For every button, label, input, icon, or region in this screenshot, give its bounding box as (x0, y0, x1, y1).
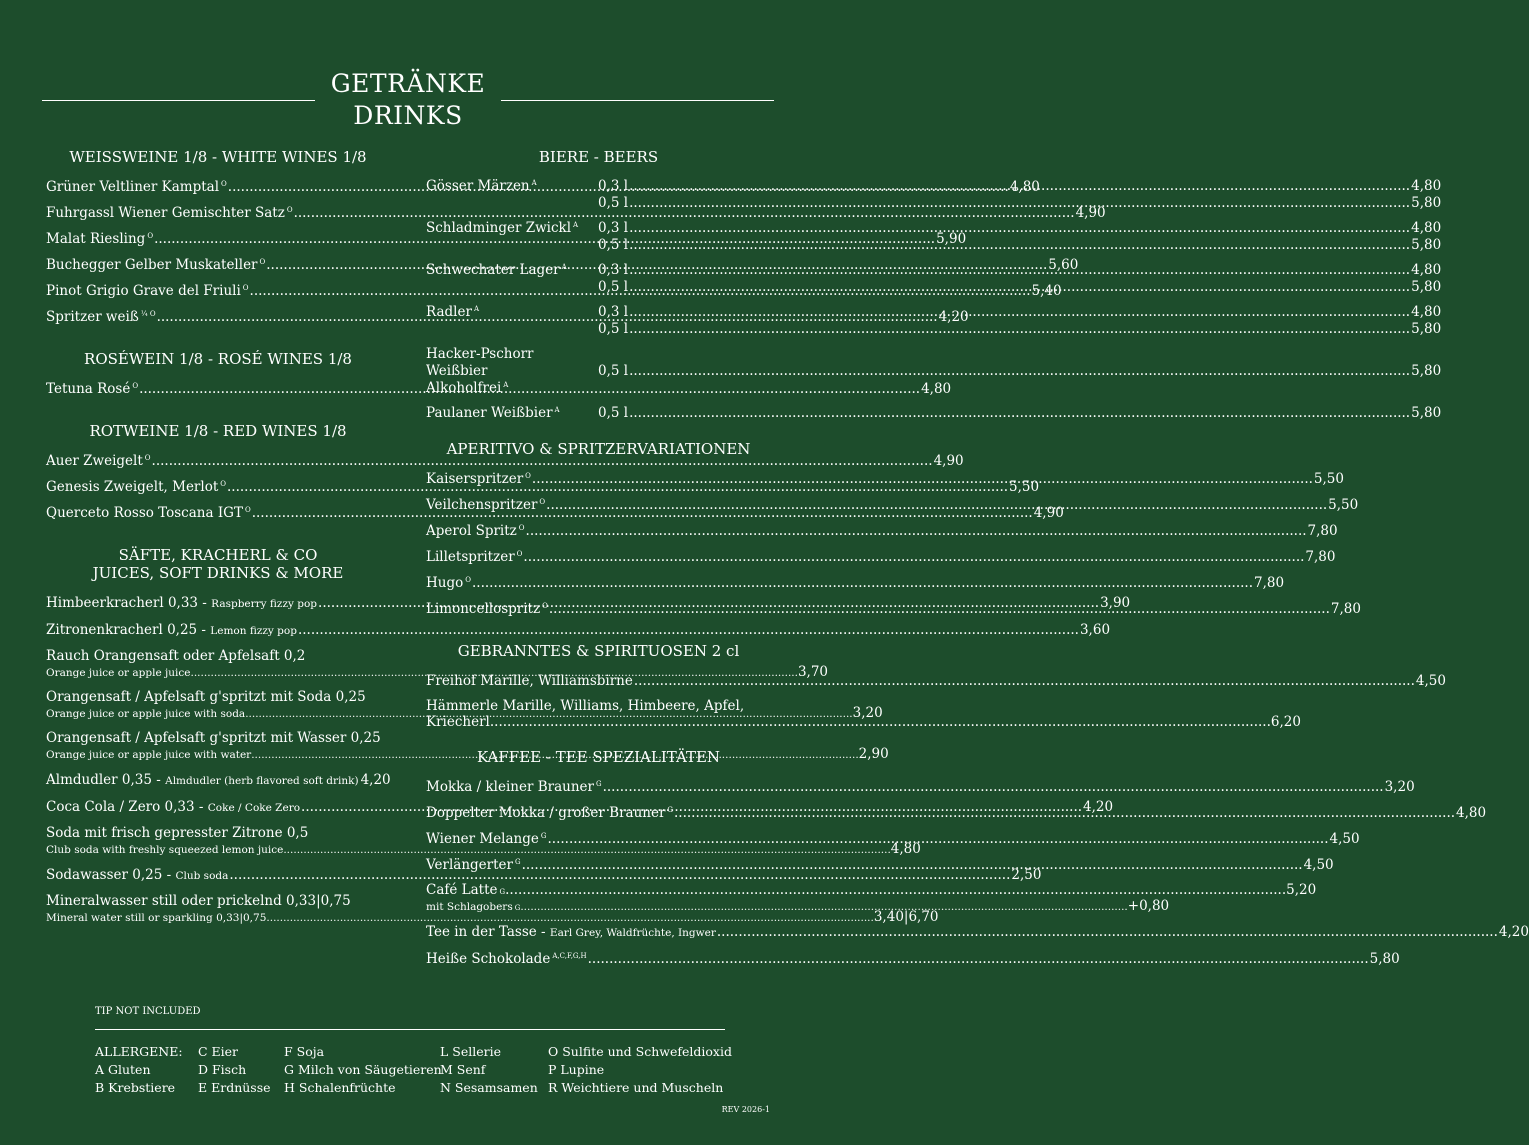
soft-drink-name: Soda mit frisch gepresster Zitrone 0,5 (46, 825, 309, 841)
beer-volume-line (598, 279, 1441, 296)
beer-price: 5,80 (1411, 321, 1442, 337)
beer-price: 4,80 (1411, 220, 1442, 236)
beer-volume-line (598, 220, 1441, 237)
dot-leader (629, 304, 1410, 321)
allergen-sup: O (221, 179, 227, 188)
dot-leader (629, 178, 1410, 195)
soft-drink-price: 3,70 (797, 664, 829, 680)
beer-price: 4,80 (1411, 262, 1442, 278)
coffee-price: 4,50 (1329, 831, 1360, 847)
aperitivo-name-text: Lilletspritzer (426, 549, 515, 565)
coffee-name-text: Mokka / kleiner Brauner (426, 779, 594, 795)
soft-drink-sub: Orange juice or apple juice (46, 667, 191, 679)
title-english: DRINKS (353, 101, 463, 130)
footer-rule (95, 1029, 725, 1030)
allergen-entry: L Sellerie (440, 1044, 501, 1059)
coffee-item (426, 778, 1415, 796)
soft-drink-name: Rauch Orangensaft oder Apfelsaft 0,2 (46, 648, 306, 664)
beer-name-cell (426, 262, 598, 296)
allergen-sup: ¼ O (140, 309, 156, 318)
aperitivo-price: 5,50 (1313, 471, 1344, 487)
aperitivo-name-text: Veilchenspritzer (426, 497, 538, 513)
soft-drink-name (46, 621, 297, 640)
red-wine-name-text: Genesis Zweigelt, Merlot (46, 479, 219, 495)
beer-volume: 0,5 l (598, 405, 629, 421)
white-wine-name (46, 178, 227, 196)
soft-drink-name (46, 866, 228, 885)
beer-volume: 0,3 l (598, 304, 629, 320)
coffee-item-tea (426, 923, 1529, 942)
spirits-title: GEBRANNTES & SPIRITUOSEN 2 cl (457, 642, 740, 660)
allergen-entry: F Soja (284, 1044, 325, 1059)
allergen-entry: R Weichtiere und Muscheln (548, 1080, 724, 1095)
white-wine-price: 5,90 (936, 231, 967, 247)
rose-wine-name-text: Tetuna Rosé (46, 381, 131, 397)
beer-volume-line (598, 321, 1441, 338)
soft-drink-name-text: Sodawasser 0,25 - (46, 867, 176, 883)
beer-volume: 0,3 l (598, 262, 629, 278)
coffee-title: KAFFEE - TEE SPEZIALITÄTEN (476, 748, 721, 766)
allergen-entry: A Gluten (95, 1062, 151, 1077)
beer-name: Schladminger Zwickl (426, 220, 572, 236)
beer-volumes (598, 178, 1441, 212)
red-wine-name (46, 504, 251, 522)
red-wine-price: 4,90 (1033, 505, 1064, 521)
dot-leader (523, 548, 1304, 566)
soft-drink-sub-line (46, 841, 921, 858)
allergen-entry: E Erdnüsse (198, 1080, 271, 1095)
soft-drink-price: 2,50 (1011, 867, 1042, 883)
coffee-item (426, 830, 1360, 848)
aperitivo-item (426, 574, 1285, 592)
aperitivo-name-text: Aperol Spritz (426, 523, 517, 539)
allergen-entry: N Sesamsamen (440, 1080, 538, 1095)
beer-volume-line (598, 237, 1441, 254)
soft-drink-sub: Orange juice or apple juice with water (46, 749, 252, 761)
beer-volumes (598, 304, 1441, 338)
beer-volume-line (598, 195, 1441, 212)
soft-drink-price: 4,20 (1083, 799, 1114, 815)
beer-name: Radler (426, 304, 472, 320)
soft-drink-name (46, 798, 300, 817)
aperitivo-price: 5,50 (1328, 497, 1359, 513)
coffee-name: Heiße Schokolade (426, 951, 551, 967)
beer-name-cell (426, 304, 598, 338)
soft-drink-name (46, 594, 317, 613)
beer-volume-line (598, 304, 1441, 321)
beer-price: 5,80 (1411, 237, 1442, 253)
allergen-sup: O (144, 453, 151, 462)
allergen-sup: O (542, 601, 548, 610)
beer-name: Schwechater Lager (426, 262, 560, 278)
white-wine-price: 5,40 (1031, 283, 1062, 299)
red-wine-item (46, 452, 964, 470)
dot-leader (634, 672, 1415, 690)
title-german: GETRÄNKE (330, 69, 486, 98)
allergen-col-2 (198, 1043, 271, 1097)
coffee-price: 3,20 (1384, 779, 1415, 795)
soft-drink-sub: Almdudler (herb flavored soft drink) (165, 775, 359, 787)
allergen-sup: O (465, 575, 471, 584)
allergen-sup: G (514, 857, 521, 866)
white-wine-name (46, 282, 249, 300)
soft-drinks-title-1: SÄFTE, KRACHERL & CO (118, 546, 318, 564)
beer-volume: 0,5 l (598, 363, 629, 379)
beer-volume: 0,5 l (598, 195, 629, 211)
dot-leader (549, 600, 1330, 618)
soft-drink-sub: Mineral water still or sparkling 0,33|0,75 (46, 912, 267, 924)
allergen-entry: M Senf (440, 1062, 486, 1077)
aperitivo-item (426, 548, 1336, 566)
coffee-name-text: Verlängerter (426, 857, 513, 873)
soft-drink-sub: Raspberry fizzy pop (211, 598, 318, 610)
allergen-sup: A,C,F,G,H (552, 951, 587, 960)
coffee-price: 5,80 (1369, 951, 1400, 967)
coffee-name: Tee in der Tasse - (426, 924, 550, 940)
soft-drink-price: 3,20 (852, 705, 883, 721)
red-wine-name-text: Auer Zweigelt (46, 453, 143, 469)
white-wine-price: 4,90 (1075, 205, 1106, 221)
white-wine-price: 5,60 (1048, 257, 1079, 273)
allergen-entry: D Fisch (198, 1062, 247, 1077)
white-wine-name (46, 308, 156, 326)
rose-wines-title: ROSÉWEIN 1/8 - ROSÉ WINES 1/8 (84, 350, 352, 368)
beer-item (426, 178, 1442, 212)
header-rule-left (42, 100, 315, 101)
coffee-name (426, 778, 602, 796)
aperitivo-name-text: Limoncellospritz (426, 601, 541, 617)
coffee-price: 5,20 (1286, 882, 1317, 898)
white-wine-name-text: Grüner Veltliner Kamptal (46, 179, 220, 195)
coffee-price: 4,50 (1303, 857, 1334, 873)
soft-drink-name-text: Coca Cola / Zero 0,33 - (46, 799, 208, 815)
coffee-item (426, 856, 1334, 874)
aperitivo-name (426, 522, 525, 540)
beer-volume: 0,5 l (598, 237, 629, 253)
beer-name-line1: Hacker-Pschorr Weißbier (426, 346, 534, 379)
allergen-sup: O (147, 231, 154, 240)
beer-volumes (598, 220, 1441, 254)
allergen-sup: G (667, 805, 674, 814)
allergen-sup: A (573, 220, 579, 229)
white-wine-name (46, 230, 153, 248)
allergen-sup: A (503, 380, 509, 389)
dot-leader (629, 237, 1410, 254)
soft-drink-name (46, 771, 359, 790)
dot-leader (674, 804, 1455, 822)
dot-leader (629, 195, 1410, 212)
allergen-col-3 (284, 1043, 442, 1097)
coffee-item-choco (426, 950, 1400, 968)
beer-price: 4,80 (1411, 178, 1442, 194)
allergen-sup: O (242, 283, 249, 292)
dot-leader (546, 496, 1327, 514)
beer-volume: 0,5 l (598, 321, 629, 337)
coffee-name-text: Wiener Melange (426, 831, 539, 847)
beer-price: 5,80 (1411, 405, 1442, 421)
spirit-price: 6,20 (1270, 714, 1301, 730)
aperitivo-name-text: Kaiserspritzer (426, 471, 524, 487)
aperitivo-price: 7,80 (1330, 601, 1361, 617)
allergen-col-4 (440, 1043, 538, 1097)
coffee-name (426, 804, 673, 822)
coffee-name: Café Latte (426, 882, 498, 898)
soft-drink-item (46, 621, 1111, 640)
allergen-sup: O (539, 497, 546, 506)
dot-leader (547, 830, 1328, 848)
red-wine-name-text: Querceto Rosso Toscana IGT (46, 505, 243, 521)
aperitivo-name (426, 470, 531, 488)
coffee-name-text: Doppelter Mokka / großer Brauner (426, 805, 666, 821)
dot-leader (629, 279, 1410, 296)
dot-leader (629, 321, 1410, 338)
red-wine-price: 5,50 (1009, 479, 1040, 495)
beer-price: 5,80 (1411, 195, 1442, 211)
soft-drink-sub: Club soda (175, 870, 229, 882)
soft-drink-sub: Lemon fizzy pop (210, 625, 297, 637)
white-wine-name-text: Spritzer weiß (46, 309, 139, 325)
dot-leader (629, 262, 1410, 279)
dot-leader (532, 470, 1313, 488)
soft-drink-sub: Coke / Coke Zero (207, 802, 301, 814)
white-wine-name (46, 204, 293, 222)
white-wine-name-text: Buchegger Gelber Muskateller (46, 257, 258, 273)
soft-drink-price: 3,90 (1100, 595, 1131, 611)
coffee-sub: Earl Grey, Waldfrüchte, Ingwer (549, 927, 716, 939)
allergen-entry: ALLERGENE: (95, 1044, 183, 1059)
soft-drink-name: Orangensaft / Apfelsaft g'spritzt mit Soda 0,25 (46, 689, 366, 705)
soft-drink-name-text: Almdudler 0,35 - (46, 772, 166, 788)
beer-volume: 0,3 l (598, 220, 629, 236)
allergen-sup: A (531, 178, 537, 187)
soft-drink-price: 4,80 (890, 841, 921, 857)
allergen-sup: G (540, 831, 547, 840)
soft-drink-price: 2,90 (858, 746, 889, 762)
soft-drink-name-text: Himbeerkracherl 0,33 - (46, 595, 212, 611)
allergen-sup: O (132, 381, 139, 390)
aperitivo-price: 7,80 (1305, 549, 1336, 565)
dot-leader (603, 778, 1384, 796)
allergen-sup: O (518, 523, 525, 532)
dot-leader (522, 856, 1303, 874)
allergen-entry: O Sulfite und Schwefeldioxid (548, 1044, 732, 1059)
allergen-sup: A (561, 262, 567, 271)
coffee-name (426, 856, 521, 874)
white-wine-name (46, 256, 265, 274)
beer-name: Gösser Märzen (426, 178, 530, 194)
spirit-name-text: Freihof Marille, Williamsbirne (426, 673, 633, 689)
beer-volume-line (598, 262, 1441, 279)
beer-volume: 0,5 l (598, 279, 629, 295)
allergen-entry: G Milch von Säugetieren (284, 1062, 442, 1077)
white-wine-price: 4,80 (1009, 179, 1040, 195)
beer-volume: 0,3 l (598, 178, 629, 194)
aperitivo-title: APERITIVO & SPRITZERVARIATIONEN (446, 440, 751, 458)
coffee-item-latte: Café Latte G ..... 5,20 mit Schlagobers G ..... +0,80 (426, 882, 771, 915)
aperitivo-name (426, 548, 522, 566)
allergen-entry: B Krebstiere (95, 1080, 176, 1095)
aperitivo-name (426, 496, 545, 514)
aperitivo-price: 7,80 (1307, 523, 1338, 539)
coffee-name (426, 830, 546, 848)
dot-leader (526, 522, 1307, 540)
soft-drink-price: 3,60 (1079, 622, 1111, 638)
dot-leader (629, 220, 1410, 237)
allergen-col-1 (95, 1043, 183, 1097)
allergen-sup: O (244, 505, 251, 514)
rose-wine-name (46, 380, 138, 398)
red-wine-price: 4,90 (933, 453, 964, 469)
dot-leader (472, 574, 1253, 592)
coffee-price: 4,80 (1456, 805, 1487, 821)
allergen-sup: O (286, 205, 293, 214)
soft-drinks-title-2: JUICES, SOFT DRINKS & MORE (92, 564, 344, 582)
coffee-addon-price: +0,80 (1127, 898, 1170, 914)
beer-name: Paulaner Weißbier (426, 405, 553, 421)
beers-title: BIERE - BEERS (538, 148, 659, 166)
white-wine-price: 4,20 (938, 309, 969, 325)
coffee-addon: mit Schlagobers (426, 901, 513, 913)
rose-wine-price: 4,80 (921, 381, 952, 397)
aperitivo-name-text: Hugo (426, 575, 464, 591)
spirit-price: 4,50 (1415, 673, 1446, 689)
allergen-entry: C Eier (198, 1044, 239, 1059)
aperitivo-name (426, 574, 471, 592)
spirit-name (426, 672, 633, 690)
beer-price: 5,80 (1411, 279, 1442, 295)
aperitivo-item (426, 470, 1344, 488)
soft-drink-sub: Orange juice or apple juice with soda (46, 708, 246, 720)
beer-price: 5,80 (1411, 363, 1442, 379)
white-wine-item (46, 204, 1106, 222)
beer-name-cell (426, 220, 598, 254)
allergen-sup: G (595, 779, 602, 788)
spirit-name-line2: Kriecherl (426, 714, 490, 730)
white-wine-name-text: Malat Riesling (46, 231, 146, 247)
allergen-sup: A (554, 405, 560, 414)
white-wines-title: WEISSWEINE 1/8 - WHITE WINES 1/8 (69, 148, 367, 166)
allergen-sup: O (516, 549, 523, 558)
aperitivo-price: 7,80 (1254, 575, 1285, 591)
white-wine-name-text: Fuhrgassl Wiener Gemischter Satz (46, 205, 285, 221)
soft-drink-name: Orangensaft / Apfelsaft g'spritzt mit Wasser 0,25 (46, 730, 381, 746)
white-wine-name-text: Pinot Grigio Grave del Friuli (46, 283, 241, 299)
header-rule-right (501, 100, 774, 101)
beer-item-paulaner (426, 405, 1442, 422)
allergen-entry: P Lupine (548, 1062, 605, 1077)
soft-drink-item (46, 771, 390, 790)
soft-drink-name: Mineralwasser still oder prickelnd 0,33|0,75 (46, 893, 351, 909)
allergen-col-5 (548, 1043, 732, 1097)
spirit-name-line1: Hämmerle Marille, Williams, Himbeere, Apfel, (426, 698, 745, 714)
revision-label: REV 2026-1 (721, 1105, 770, 1114)
soft-drink-sub: Club soda with freshly squeezed lemon juice (46, 844, 284, 856)
soft-drink-item (46, 866, 1042, 885)
beer-name-line2: Alkoholfrei (426, 380, 502, 396)
red-wine-name (46, 478, 226, 496)
allergen-sup: A (473, 304, 479, 313)
beer-volumes (598, 262, 1441, 296)
beer-volume-line (598, 178, 1441, 195)
tip-note: TIP NOT INCLUDED (95, 1006, 201, 1017)
beer-name-cell (426, 178, 598, 212)
allergen-entry: H Schalenfrüchte (284, 1080, 396, 1095)
allergen-sup: O (259, 257, 266, 266)
aperitivo-name (426, 600, 548, 618)
red-wine-name (46, 452, 151, 470)
soft-drink-sub-line (46, 909, 939, 926)
beer-price: 4,80 (1411, 304, 1442, 320)
allergen-sup: O (525, 471, 531, 480)
soft-drink-price: 4,20 (360, 772, 391, 788)
coffee-price: 4,20 (1498, 924, 1529, 940)
allergen-sup: O (220, 479, 227, 488)
red-wines-title: ROTWEINE 1/8 - RED WINES 1/8 (89, 422, 347, 440)
aperitivo-item (426, 522, 1338, 540)
soft-drink-price: 3,40|6,70 (873, 909, 939, 925)
soft-drink-name-text: Zitronenkracherl 0,25 - (46, 622, 211, 638)
